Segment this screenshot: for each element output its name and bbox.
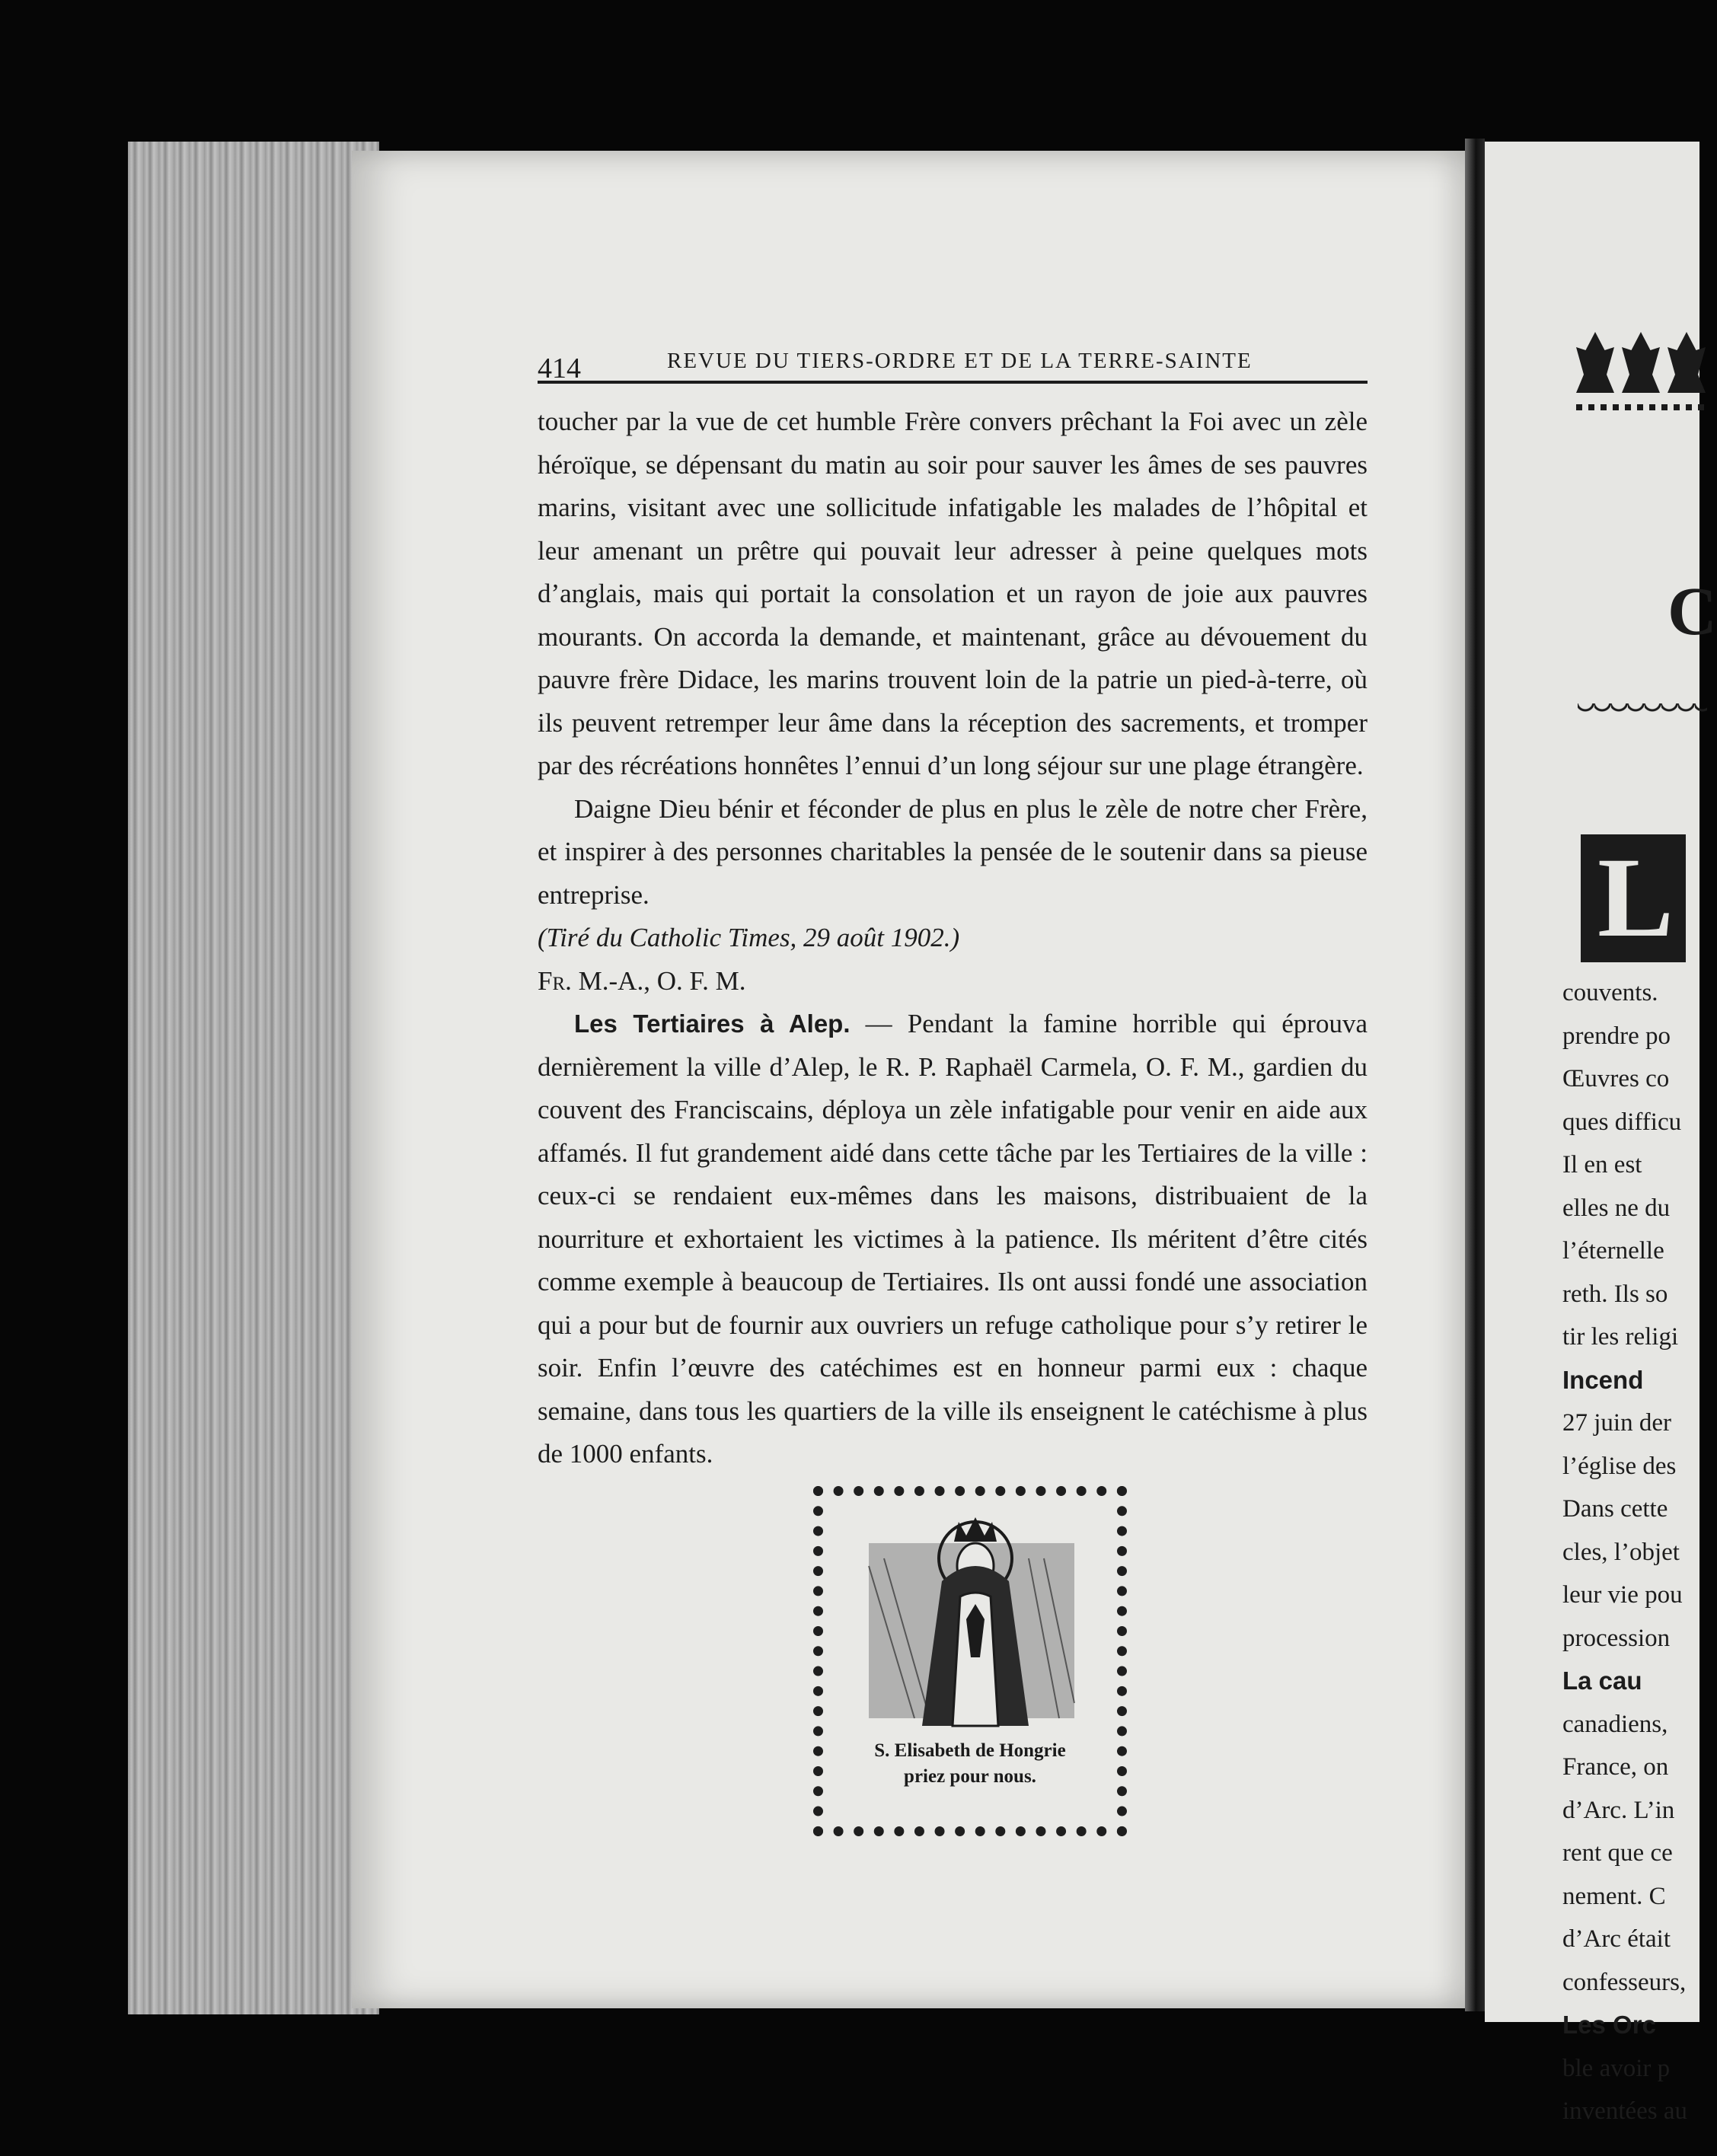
right-page-line: France, on [1562,1753,1669,1781]
paragraph-continuation: toucher par la vue de cet humble Frère convers prêchant la Foi avec un zèle héroïque, se dépensant du matin au soir pour sauver les âmes de ses pauvres marins, visitant avec une sollicitude infatigable les malades de l’hôpital et leur amenant un prêtre qui pouvait leur adresser à peine quelques mots d’anglais, mais qui portait la consolation et un rayon de joie aux pauvres mourants. On accorda la demande, et maintenant, grâce au dévouement du pauvre frère Didace, les marins trouvent loin de la patrie un pied-à-terre, où ils peuvent retremper leur âme dans la réception des sacrements, et tromper par des récréations honnêtes l’ennui d’un long séjour sur une plage étrangère. [538,407,1368,780]
right-page-line: Dans cette [1562,1495,1668,1523]
page-number: 414 [538,352,581,384]
right-page-line: ble avoir p [1562,2054,1671,2082]
right-page-line: elles ne du [1562,1194,1671,1222]
citation: (Tiré du Catholic Times, 29 août 1902.) [538,923,960,952]
right-page-text [1562,971,1687,2133]
section-alep [538,1003,1368,1476]
right-page-line: leur vie pou [1562,1581,1683,1609]
right-page-line: d’Arc était [1562,1925,1671,1953]
fleuron-icon [1576,332,1614,393]
left-page-text [538,400,1368,1476]
ornament-rule [1576,404,1706,410]
right-page-line: reth. Ils so [1562,1280,1668,1308]
caption-line-2: priez pour nous. [904,1766,1036,1787]
book-page-edges [128,142,379,2014]
book-gutter [1465,139,1485,2011]
right-page-line: prendre po [1562,1022,1671,1050]
right-page-line: Les Orc [1562,2011,1656,2039]
page-header [538,335,1368,384]
right-page-line: tir les religi [1562,1323,1679,1351]
image-caption [823,1738,1117,1790]
right-page-line: cles, l’objet [1562,1538,1680,1566]
right-page-line: inventées au [1562,2097,1688,2125]
caption-line-1: S. Elisabeth de Hongrie [874,1740,1066,1761]
right-page-line: couvents. [1562,979,1658,1006]
right-page-line: confesseurs, [1562,1968,1687,1996]
right-page-line: Œuvres co [1562,1065,1670,1092]
right-page-line: l’église des [1562,1452,1677,1480]
right-page-line: 27 juin der [1562,1409,1671,1437]
saint-image-frame [813,1486,1127,1836]
drop-cap-letter: L [1597,834,1674,961]
right-page-line: ques difficu [1562,1108,1682,1136]
right-page-line: La cau [1562,1666,1642,1695]
paragraph-blessing: Daigne Dieu bénir et féconder de plus en plus le zèle de notre cher Frère, et inspirer à des personnes charitables la pensée de le soutenir dans sa pieuse entreprise. [538,793,1368,910]
right-page-line: Incend [1562,1365,1644,1394]
section-heading: Les Tertiaires à Alep. [574,1009,851,1038]
partial-heading: C [1668,574,1717,649]
running-title: REVUE DU TIERS-ORDRE ET DE LA TERRE-SAINTE [667,349,1253,373]
ornament-row [1576,332,1706,400]
fleuron-icon [1622,332,1660,393]
saint-elisabeth-illustration [869,1505,1074,1733]
right-page-line: nement. C [1562,1882,1666,1910]
right-page [1485,142,1717,2125]
fleuron-icon [1668,332,1706,393]
signature: Fr. M.-A., O. F. M. [538,965,746,996]
right-page-line: Il en est [1562,1151,1642,1178]
right-page-line: rent que ce [1562,1839,1673,1867]
right-page-line: procession [1562,1624,1671,1652]
right-page-line: d’Arc. L’in [1562,1796,1675,1824]
right-page-line: l’éternelle [1562,1237,1664,1265]
right-page-line: canadiens, [1562,1710,1668,1738]
wave-divider [1578,703,1707,719]
drop-cap [1581,834,1686,962]
section-body: — Pendant la famine horrible qui éprouva dernièrement la ville d’Alep, le R. P. Raphaël Carmela, O. F. M., gardien du couvent des Franciscains, déploya un zèle infatigable pour venir en aide aux affamés. Il fut grandement aidé dans cette tâche par les Tertiaires de la ville : ceux-ci se rendaient eux-mêmes dans les maisons, distribuaient de la nourriture et exhortaient les victimes à la patience. Ils méritent d’être cités comme exemple à beaucoup de Tertiaires. Ils ont aussi fondé une association qui a pour but de fournir aux ouvriers un refuge catholique pour s’y retirer le soir. Enfin l’œuvre des catéchimes est en honneur parmi eux : chaque semaine, dans tous les quartiers de la ville ils enseignent le catéchisme à plus de 1000 enfants. [538,1009,1368,1469]
